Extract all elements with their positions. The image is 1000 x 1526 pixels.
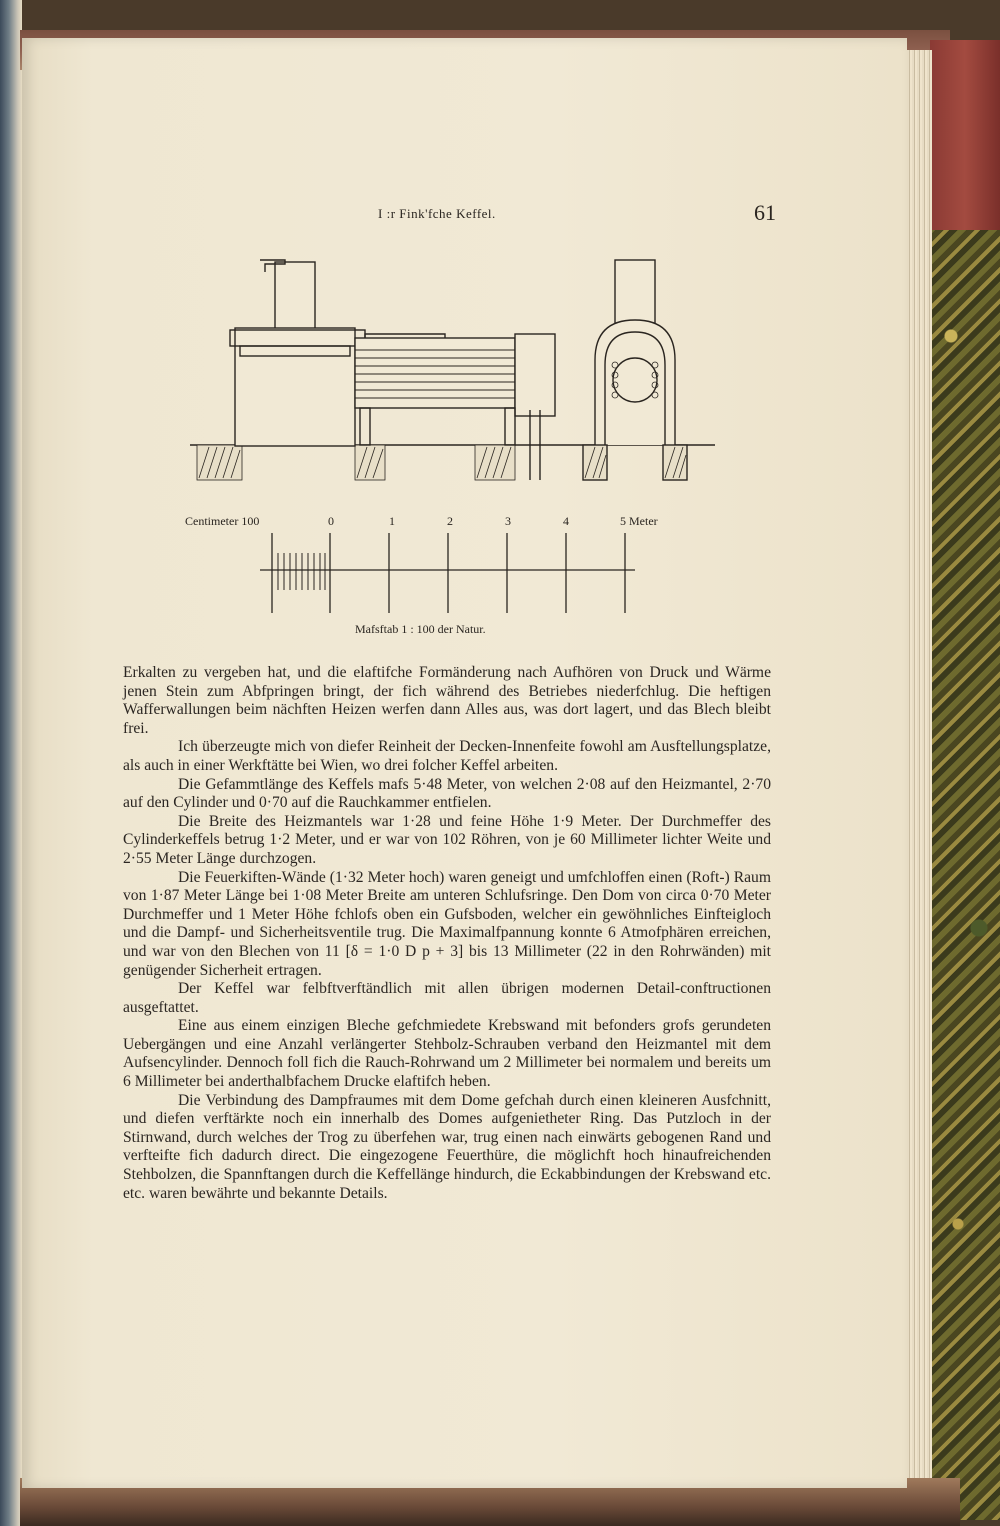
paragraph: Die Breite des Heizmantels war 1·28 und feine Höhe 1·9 Meter. Der Durchmeffer des Cylinderkeffels betrug 1·2 Meter, und er war von 102 Röhren, von je 60 Millimeter lichter Weite und 2·55 Meter Länge durchzogen. xyxy=(123,812,771,867)
paragraph: Der Keffel war felbftverftändlich mit allen übrigen modernen Detail-conftructionen ausgeftattet. xyxy=(123,980,771,1016)
foundation-hatch-left xyxy=(197,445,515,480)
paragraph: Die Gefammtlänge des Keffels mafs 5·48 Meter, von welchen 2·08 auf den Heizmantel, 2·70 auf den Cylinder und 0·70 auf die Rauchkammer entfielen. xyxy=(123,775,771,812)
marbled-cover-right xyxy=(930,40,1000,1520)
scale-tick-label-5: 5 Meter xyxy=(620,514,658,528)
paragraph: Eine aus einem einzigen Bleche gefchmiedete Krebswand mit befonders grofs gerundeten Uebergängen und eine Anzahl verlängerter Stehbolz-Schrauben verband den Heizmantel mit dem Aufsencylinder. Dennoch foll fich die Rauch-Rohrwand um 2 Millimeter bei normalem und bereits um 6 Millimeter bei anderthalbfachem Drucke elaftifch heben. xyxy=(123,1017,771,1091)
scale-tick-label-2: 2 xyxy=(447,514,453,528)
scale-bar-lines xyxy=(260,533,635,613)
figure-caption: Mafsftab 1 : 100 der Natur. xyxy=(355,622,486,636)
scale-tick-label-1: 1 xyxy=(389,514,395,528)
body-text xyxy=(123,664,771,1203)
book-spine-left xyxy=(0,0,22,1526)
scale-tick-label-3: 3 xyxy=(505,514,511,528)
scale-label-centimeter: Centimeter 100 xyxy=(185,514,260,528)
scale-bar xyxy=(185,508,705,638)
boiler-cross-section xyxy=(583,260,687,480)
page-number: 61 xyxy=(754,200,776,225)
paragraph: Die Feuerkiften-Wände (1·32 Meter hoch) waren geneigt und umfchloffen einen (Roft-) Raum von 1·87 Meter Länge bei 1·08 Meter Breite am unteren Schlufsringe. Den Dom von circa 0·70 Meter Durchmeffer und 1 Meter Höhe fchlofs oben ein Gufsboden, welcher ein gewöhnliches Einfteigloch und die Dampf- und Sicherheitsventile trug. Die Maximalfpannung konnte 6 Atmofphären erreichen, und war von den Blechen von 11 [δ = 1·0 D p + 3] bis 13 Millimeter (22 in den Rohrwänden) mit genügender Sicherheit ertragen. xyxy=(123,868,771,979)
running-head: I :r Fink'fche Keffel. xyxy=(378,206,496,221)
cover-spine-leather xyxy=(930,40,1000,230)
scale-tick-label-4: 4 xyxy=(563,514,569,528)
paragraph: Die Verbindung des Dampfraumes mit dem Dome gefchah durch einen kleineren Ausfchnitt, und diefen verftärkte noch ein innerhalb des Domes aufgenietheter Ring. Das Putzloch in der Stirnwand, durch welches der Trog zu überfehen war, trug einen nach einwärts gebogenen Rand und verfteifte fich dadurch direct. Die eingezogene Feuerthüre, die möglichft hoch hinaufreichenden Stehbolzen, die Spannftangen durch die Keffellänge hindurch, die Eckabbindungen der Krebswand etc. etc. waren bewährte und bekannte Details. xyxy=(123,1091,771,1202)
paragraph: Erkalten zu vergeben hat, und die elaftifche Formänderung nach Aufhören von Druck und Wärme jenen Stein zum Abfpringen bringt, der fich während des Betriebes niederfchlug. Die heftigen Wafferwallungen beim nächften Heizen werfen dann Alles aus, was dort lagert, und das Blech bleibt frei. xyxy=(123,664,771,737)
paragraph: Ich überzeugte mich von diefer Reinheit der Decken-Innenfeite fowohl am Ausftellungsplatze, als auch in einer Werkftätte bei Wien, wo drei folcher Keffel arbeiten. xyxy=(123,738,771,774)
scale-tick-label-0: 0 xyxy=(328,514,334,528)
boiler-illustration xyxy=(185,250,725,490)
